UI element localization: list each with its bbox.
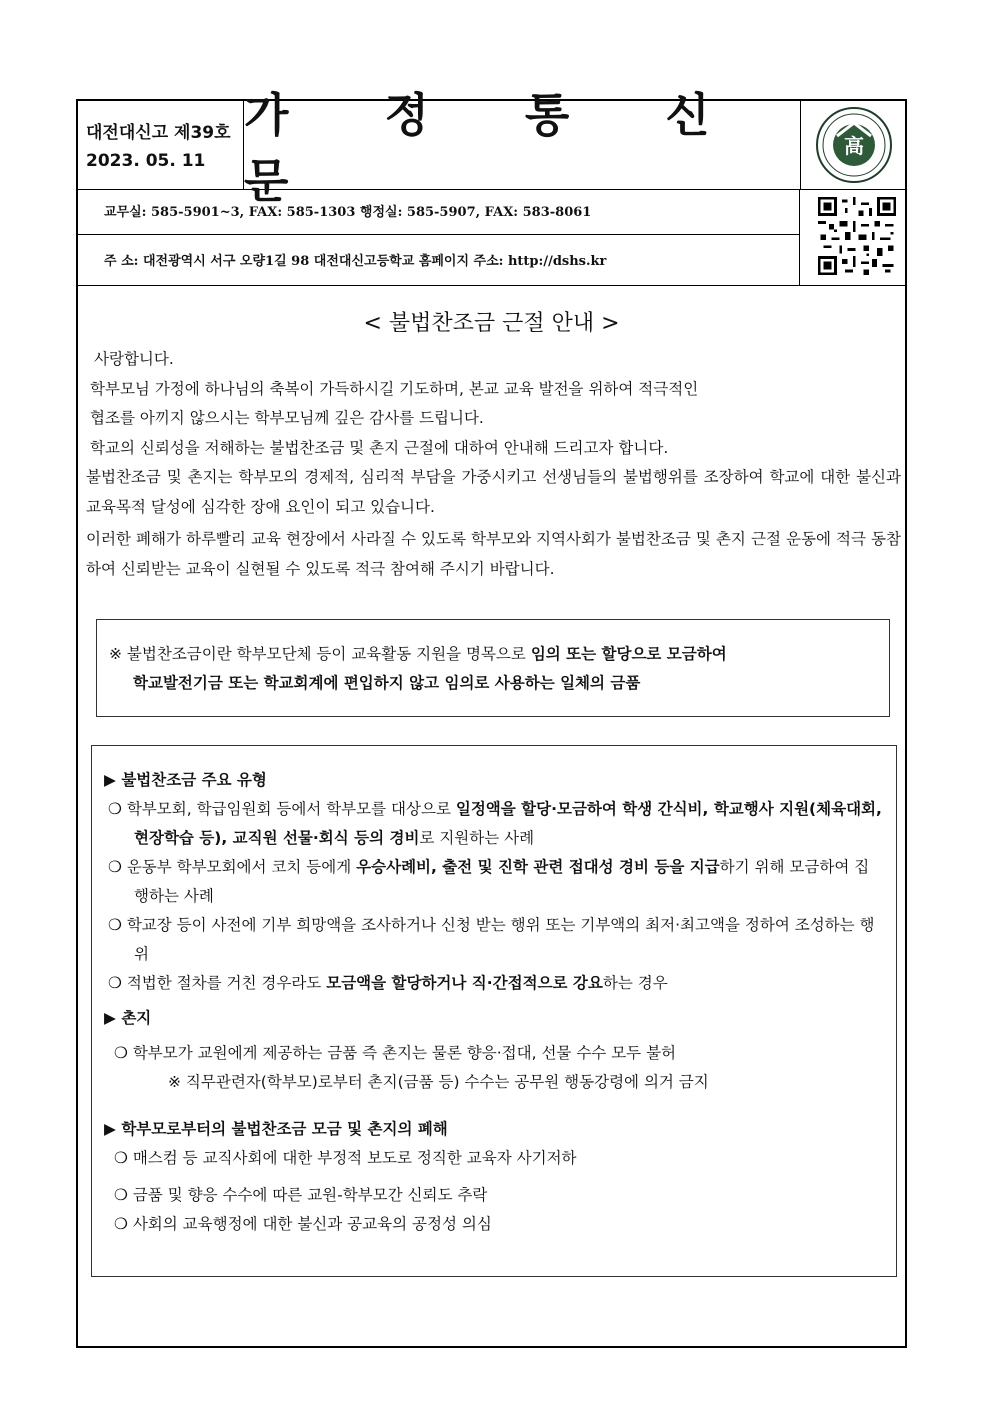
notice-body — [86, 345, 901, 584]
item-text: 로 지원하는 사례 — [419, 829, 535, 847]
item-text: 하는 경우 — [602, 974, 668, 992]
school-emblem-icon — [815, 106, 893, 184]
body-line: 학부모님 가정에 하나님의 축복이 가득하시길 기도하며, 본교 교육 발전을 위하여 적극적인 — [90, 379, 699, 398]
greeting: 사랑합니다. — [94, 350, 174, 368]
harm-heading: ▶ 학부모로부터의 불법찬조금 모금 및 촌지의 폐해 — [104, 1120, 448, 1138]
notice-title: < 불법찬조금 근절 안내 > — [363, 311, 620, 336]
body-paragraph: 불법찬조금 및 촌지는 학부모의 경제적, 심리적 부담을 가중시키고 선생님들의 불법행위를 조장하여 학교에 대한 불신과 교육목적 달성에 심각한 장애 요인이 되고 있습니다. — [86, 468, 901, 516]
item-bold: 일정액을 할당·모금하여 학생 간식비, 학교행사 지원(체육대회, 현장학습 등), 교직원 선물·회식 등의 경비 — [134, 800, 882, 847]
chonji-heading: ▶ 촌지 — [104, 1009, 152, 1027]
office-contact: 교무실: 585-5901~3, FAX: 585-1303 행정실: 585-5907, FAX: 583-8061 — [78, 189, 800, 235]
issue-info — [78, 101, 244, 189]
list-item: ❍ 사회의 교육행정에 대한 불신과 공교육의 공정성 의심 — [114, 1215, 492, 1233]
school-address: 주 소: 대전광역시 서구 오량1길 98 대전대신고등학교 홈페이지 주소: http://dshs.kr — [78, 235, 800, 285]
item-text: ❍ 학부모회, 학급임원회 등에서 학부모를 대상으로 — [108, 800, 456, 818]
definition-bold: 임의 또는 할당으로 모금하여 — [530, 645, 727, 663]
item-text: 하기 위해 모금하여 집행하는 사례 — [134, 858, 870, 905]
item-text: ❍ 적법한 절차를 거친 경우라도 — [108, 974, 327, 992]
item-bold: 우승사례비, 출전 및 진학 관련 접대성 경비 등을 지급 — [356, 858, 720, 876]
body-line: 학교의 신뢰성을 저해하는 불법찬조금 및 촌지 근절에 대하여 안내해 드리고자 합니다. — [90, 438, 669, 457]
list-item: ❍ 학부모가 교원에게 제공하는 금품 즉 촌지는 물론 향응·접대, 선물 수수 모두 불허 — [114, 1044, 677, 1062]
list-item: ❍ 금품 및 향응 수수에 따른 교원-학부모간 신뢰도 추락 — [114, 1186, 488, 1204]
school-logo — [800, 101, 907, 189]
emblem-char: 高 — [843, 134, 864, 158]
issue-date: 2023. 05. 11 — [86, 151, 206, 171]
item-bold: 모금액을 할당하거나 직·간접적으로 강요 — [326, 974, 603, 992]
definition-line-2: 학교발전기금 또는 학교회계에 편입하지 않고 임의로 사용하는 일체의 금품 — [133, 674, 641, 692]
body-line: 협조를 아끼지 않으시는 학부모님께 깊은 감사를 드립니다. — [90, 409, 484, 427]
newsletter-frame — [76, 88, 907, 1348]
page-title: 가 정 통 신 문 — [244, 101, 801, 189]
list-item: ❍ 학교장 등이 사전에 기부 희망액을 조사하거나 신청 받는 행위 또는 기부액의 최저·최고액을 정하여 조성하는 행위 — [108, 916, 875, 963]
list-note: ※ 직무관련자(학부모)로부터 촌지(금품 등) 수수는 공무원 행동강령에 의거 금지 — [168, 1073, 709, 1091]
header — [78, 88, 905, 208]
qr-code-icon[interactable] — [818, 197, 896, 275]
list-item: ❍ 매스컴 등 교직사회에 대한 부정적 보도로 정직한 교육자 사기저하 — [114, 1149, 577, 1167]
definition-text: ※ 불법찬조금이란 학부모단체 등이 교육활동 지원을 명목으로 — [109, 645, 531, 663]
item-text: ❍ 운동부 학부모회에서 코치 등에게 — [108, 858, 357, 876]
definition-box — [96, 619, 890, 717]
details-box — [91, 745, 897, 1277]
definition-line-1 — [109, 640, 875, 669]
body-paragraph: 이러한 폐해가 하루빨리 교육 현장에서 사라질 수 있도록 학부모와 지역사회가 불법찬조금 및 촌지 근절 운동에 적극 동참하여 신뢰받는 교육이 실현될 수 있도록 적극 참여해 주시기 바랍니다. — [86, 530, 901, 578]
list-item — [108, 795, 884, 853]
list-item — [108, 853, 884, 911]
types-heading: ▶ 불법찬조금 주요 유형 — [104, 771, 267, 789]
list-item — [108, 969, 884, 998]
issue-number: 대전대신고 제39호 — [86, 123, 231, 143]
header-divider — [78, 285, 905, 286]
